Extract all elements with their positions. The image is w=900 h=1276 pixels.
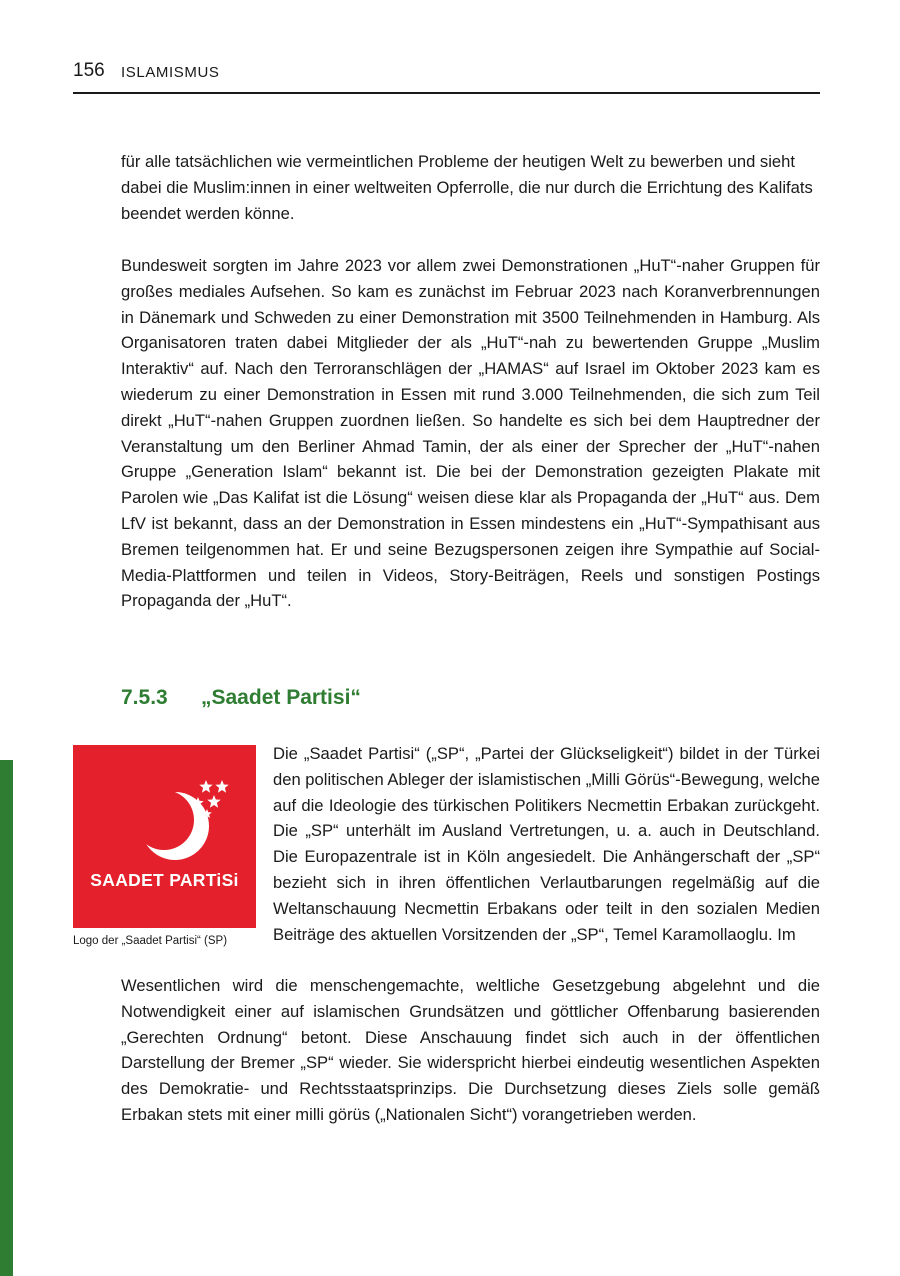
- page-number: 156: [73, 60, 105, 81]
- body-paragraph-1: für alle tatsächlichen wie vermeintlichen Probleme der heutigen Welt zu bewerben und sieht dabei die Muslim:innen in einer weltweiten Opferrolle, die nur durch die Errichtung des Kalifats beendet werden könne.: [121, 152, 813, 223]
- logo-caption: Logo der „Saadet Partisi“ (SP): [73, 935, 228, 947]
- body-paragraph-3: Die „Saadet Partisi“ („SP“, „Partei der Glückseligkeit“) bildet in der Türkei den politischen Ableger der islamistischen „Milli Görüs“-Bewegung, welche auf die Ideologie des türkischen Politikers Necmettin Erbakan zurückgeht. Die „SP“ unterhält im Ausland Vertretungen, u. a. auch in Deutschland. Die Europazentrale ist in Köln angesiedelt. Die Anhängerschaft der „SP“ bezieht sich in ihren öffentlichen Verlautbarungen regelmäßig auf die Weltanschauung Necmettin Erbakans oder teilt in den sozialen Medien Beiträge des aktuellen Vorsitzenden der „SP“, Temel Karamollaoglu. Im: [273, 744, 820, 944]
- star-icon: [207, 795, 220, 808]
- body-paragraph-4: Wesentlichen wird die menschengemachte, weltliche Gesetzgebung abgelehnt und die Notwendigkeit einer auf islamischen Grundsätzen und göttlicher Offenbarung basierenden „Gerechten Ordnung“ betont. Diese Anschauung findet sich auch in der öffentlichen Darstellung der Bremer „SP“ wieder. Sie widerspricht hierbei eindeutig wesentlichen Aspekten des Demokratie- und Rechtsstaatsprinzips. Die Durchsetzung dieses Ziels solle gemäß Erbakan stets mit einer milli görüs („Nationalen Sicht“) vorangetrieben werden.: [121, 976, 820, 1124]
- section-number: 7.5.3: [121, 686, 168, 709]
- page-header: [73, 58, 820, 94]
- logo-wordmark: SAADET PARTiSi: [90, 870, 239, 890]
- crescent-and-stars-icon: [73, 745, 256, 928]
- saadet-partisi-logo: [73, 745, 256, 928]
- section-title: „Saadet Partisi“: [201, 686, 361, 709]
- running-head: ISLAMISMUS: [121, 64, 220, 81]
- star-icon: [215, 780, 228, 793]
- section-heading: [121, 686, 361, 710]
- body-paragraph-2: Bundesweit sorgten im Jahre 2023 vor allem zwei Demonstrationen „HuT“-naher Gruppen für großes mediales Aufsehen. So kam es zunächst im Februar 2023 nach Koranverbrennungen in Dänemark und Schweden zu einer Demonstration mit 3500 Teilnehmenden in Hamburg. Als Organisatoren traten dabei Mitglieder der als „HuT“-nah zu bewertenden Gruppe „Muslim Interaktiv“ auf. Nach den Terroranschlägen der „HAMAS“ auf Israel im Oktober 2023 kam es wiederum zu einer Demonstration in Essen mit rund 3.000 Teilnehmenden, die sich zum Teil direkt „HuT“-nahen Gruppen zuordnen ließen. So handelte es sich bei dem Hauptredner der Veranstaltung um den Berliner Ahmad Tamin, der als einer der Sprecher der „HuT“-nahen Gruppe „Generation Islam“ bekannt ist. Die bei der Demonstration gezeigten Plakate mit Parolen wie „Das Kalifat ist die Lösung“ weisen diese klar als Propaganda der „HuT“ aus. Dem LfV ist bekannt, dass an der Demonstration in Essen mindestens ein „HuT“-Sympathisant aus Bremen teilgenommen hat. Er und seine Bezugspersonen zeigen ihre Sympathie auf Social-Media-Plattformen und teilen in Videos, Story-Beiträgen, Reels und sonstigen Postings Propaganda der „HuT“.: [121, 256, 820, 611]
- chapter-side-bar: [0, 760, 13, 1276]
- star-icon: [199, 780, 212, 793]
